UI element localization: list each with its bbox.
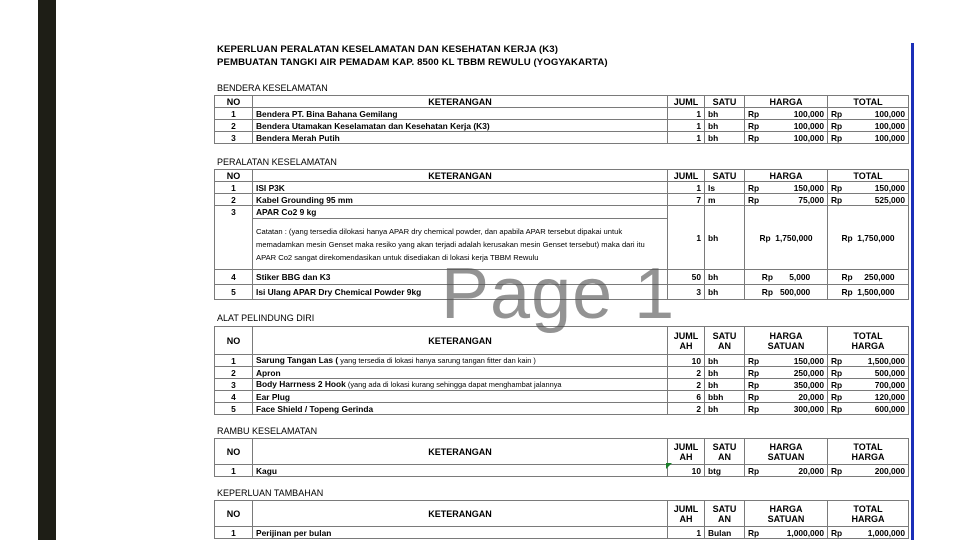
row-unit: bh	[705, 206, 745, 270]
section-heading-rambu: RAMBU KESELAMATAN	[217, 426, 318, 436]
row-price: Rp 1,000,000	[745, 527, 828, 539]
row-total: Rp 1,000,000	[828, 527, 909, 539]
row-unit: bh	[705, 379, 745, 391]
table-peralatan	[214, 169, 909, 300]
document-title-line2: PEMBUATAN TANGKI AIR PEMADAM KAP. 8500 KL TBBM REWULU (YOGYAKARTA)	[217, 57, 608, 68]
row-desc: Body Harrness 2 Hook (yang ada di lokasi kurang sehingga dapat menghambat jalannya	[253, 379, 668, 391]
row-total: Rp 200,000	[828, 465, 909, 477]
header-jml: JUML AH	[668, 327, 705, 355]
spreadsheet-page	[214, 43, 911, 540]
row-unit: bh	[705, 403, 745, 415]
row-unit: Bulan	[705, 527, 745, 539]
table-row	[215, 132, 909, 144]
row-qty: 3	[668, 285, 705, 300]
row-no: 2	[215, 120, 253, 132]
row-qty: 2	[668, 379, 705, 391]
row-qty: 1	[668, 206, 705, 270]
row-desc: Bendera Utamakan Keselamatan dan Kesehatan Kerja (K3)	[253, 120, 668, 132]
row-qty: 1	[668, 182, 705, 194]
slide-accent-bar	[38, 0, 56, 540]
row-price: Rp 20,000	[745, 465, 828, 477]
row-unit: btg	[705, 465, 745, 477]
row-price: Rp 350,000	[745, 379, 828, 391]
row-qty: 1	[668, 108, 705, 120]
row-unit: bh	[705, 355, 745, 367]
row-desc: APAR Co2 9 kg	[253, 206, 668, 219]
row-price: Rp 500,000	[745, 285, 828, 300]
row-qty: 2	[668, 367, 705, 379]
row-unit: bh	[705, 120, 745, 132]
row-desc: Apron	[253, 367, 668, 379]
row-desc: Isi Ulang APAR Dry Chemical Powder 9kg	[253, 285, 668, 300]
row-desc: Bendera Merah Putih	[253, 132, 668, 144]
section-heading-apd: ALAT PELINDUNG DIRI	[217, 313, 315, 323]
row-desc: ISI P3K	[253, 182, 668, 194]
row-no: 1	[215, 465, 253, 477]
header-no: NO	[215, 439, 253, 465]
row-price: Rp 1,750,000	[745, 206, 828, 270]
row-desc: Perijinan per bulan	[253, 527, 668, 539]
row-desc: Kabel Grounding 95 mm	[253, 194, 668, 206]
header-no: NO	[215, 327, 253, 355]
row-unit: m	[705, 194, 745, 206]
header-keterangan: KETERANGAN	[253, 96, 668, 108]
header-jml: JUML	[668, 96, 705, 108]
header-keterangan: KETERANGAN	[253, 170, 668, 182]
row-desc: Stiker BBG dan K3	[253, 270, 668, 285]
header-jml: JUML AH	[668, 501, 705, 527]
row-qty: 7	[668, 194, 705, 206]
header-keterangan: KETERANGAN	[253, 501, 668, 527]
row-no: 5	[215, 403, 253, 415]
row-note: yang tersedia di lokasi hanya sarung tangan fitter dan kain )	[338, 356, 536, 365]
row-price: Rp 100,000	[745, 132, 828, 144]
header-satu: SATU AN	[705, 327, 745, 355]
header-keterangan: KETERANGAN	[253, 327, 668, 355]
row-total: Rp 500,000	[828, 367, 909, 379]
header-no: NO	[215, 96, 253, 108]
header-total: TOTAL HARGA	[828, 439, 909, 465]
row-total: Rp 1,750,000	[828, 206, 909, 270]
header-total: TOTAL HARGA	[828, 501, 909, 527]
row-total: Rp 700,000	[828, 379, 909, 391]
header-satu: SATU	[705, 96, 745, 108]
section-heading-peralatan: PERALATAN KESELAMATAN	[217, 157, 337, 167]
row-price: Rp 20,000	[745, 391, 828, 403]
row-qty: 50	[668, 270, 705, 285]
row-unit: bh	[705, 108, 745, 120]
row-price: Rp 300,000	[745, 403, 828, 415]
header-harga: HARGA SATUAN	[745, 501, 828, 527]
header-total: TOTAL HARGA	[828, 327, 909, 355]
row-price: Rp 75,000	[745, 194, 828, 206]
row-qty: 10	[668, 465, 705, 477]
row-total: Rp 100,000	[828, 108, 909, 120]
header-satu: SATU AN	[705, 439, 745, 465]
row-price: Rp 150,000	[745, 182, 828, 194]
row-no: 3	[215, 379, 253, 391]
row-total: Rp 1,500,000	[828, 285, 909, 300]
row-desc: Bendera PT. Bina Bahana Gemilang	[253, 108, 668, 120]
row-no: 1	[215, 182, 253, 194]
row-qty: 1	[668, 132, 705, 144]
header-harga: HARGA	[745, 96, 828, 108]
row-unit: bh	[705, 367, 745, 379]
table-row	[215, 206, 909, 219]
row-no: 3	[215, 206, 253, 219]
section-heading-bendera: BENDERA KESELAMATAN	[217, 83, 328, 93]
row-total: Rp 600,000	[828, 403, 909, 415]
row-total: Rp 250,000	[828, 270, 909, 285]
row-desc: Ear Plug	[253, 391, 668, 403]
row-no: 1	[215, 355, 253, 367]
table-row	[215, 194, 909, 206]
row-note: (yang ada di lokasi kurang sehingga dapat menghambat jalannya	[345, 380, 562, 389]
row-unit: bh	[705, 132, 745, 144]
row-qty: 6	[668, 391, 705, 403]
row-price: Rp 100,000	[745, 108, 828, 120]
document-title-line1: KEPERLUAN PERALATAN KESELAMATAN DAN KESEHATAN KERJA (K3)	[217, 44, 559, 55]
row-no: 3	[215, 132, 253, 144]
table-row	[215, 355, 909, 367]
row-price: Rp 150,000	[745, 355, 828, 367]
row-total: Rp 100,000	[828, 132, 909, 144]
table-row	[215, 182, 909, 194]
row-no: 4	[215, 391, 253, 403]
row-price: Rp 100,000	[745, 120, 828, 132]
row-note	[253, 219, 668, 270]
table-row	[215, 391, 909, 403]
table-row	[215, 120, 909, 132]
table-row	[215, 527, 909, 539]
row-no: 4	[215, 270, 253, 285]
table-row	[215, 465, 909, 477]
header-jml: JUML AH	[668, 439, 705, 465]
row-unit: ls	[705, 182, 745, 194]
header-jml: JUML	[668, 170, 705, 182]
row-price: Rp 5,000	[745, 270, 828, 285]
table-rambu	[214, 438, 909, 477]
row-unit: bh	[705, 285, 745, 300]
catatan-text: Catatan : (yang tersedia dilokasi hanya APAR dry chemical powder, dan apabila APAR tersebut dipakai untuk memadamkan mesin Genset maka resiko yang akan terjadi adalah kerusakan mesin Genset tersebut) maka dari itu APAR Co2 sangat direkomendasikan untuk disediakan di lokasi kerja TBBM Rewulu	[256, 226, 645, 262]
header-harga: HARGA	[745, 170, 828, 182]
row-no: 5	[215, 285, 253, 300]
row-qty: 1	[668, 120, 705, 132]
table-tambahan	[214, 500, 909, 539]
row-qty: 10	[668, 355, 705, 367]
row-total: Rp 100,000	[828, 120, 909, 132]
header-total: TOTAL	[828, 170, 909, 182]
table-bendera	[214, 95, 909, 144]
table-row	[215, 285, 909, 300]
table-row	[215, 379, 909, 391]
table-row	[215, 270, 909, 285]
table-row	[215, 108, 909, 120]
row-desc: Face Shield / Topeng Gerinda	[253, 403, 668, 415]
header-satu: SATU	[705, 170, 745, 182]
page-watermark: Page 1	[441, 254, 676, 334]
row-no: 2	[215, 194, 253, 206]
row-no: 1	[215, 527, 253, 539]
row-no: 1	[215, 108, 253, 120]
row-price: Rp 250,000	[745, 367, 828, 379]
row-no: 2	[215, 367, 253, 379]
row-unit: bh	[705, 270, 745, 285]
row-no-empty	[215, 219, 253, 270]
header-total: TOTAL	[828, 96, 909, 108]
row-unit: bbh	[705, 391, 745, 403]
row-desc: Sarung Tangan Las ( yang tersedia di lokasi hanya sarung tangan fitter dan kain )	[253, 355, 668, 367]
table-row	[215, 367, 909, 379]
header-keterangan: KETERANGAN	[253, 439, 668, 465]
header-no: NO	[215, 501, 253, 527]
row-total: Rp 1,500,000	[828, 355, 909, 367]
row-qty: 2	[668, 403, 705, 415]
header-no: NO	[215, 170, 253, 182]
header-satu: SATU AN	[705, 501, 745, 527]
row-total: Rp 150,000	[828, 182, 909, 194]
table-apd	[214, 326, 909, 415]
row-desc: Kagu	[253, 465, 668, 477]
section-heading-tambahan: KEPERLUAN TAMBAHAN	[217, 488, 324, 498]
cell-comment-indicator	[666, 463, 672, 469]
row-total: Rp 120,000	[828, 391, 909, 403]
row-total: Rp 525,000	[828, 194, 909, 206]
header-harga: HARGA SATUAN	[745, 327, 828, 355]
table-row	[215, 403, 909, 415]
header-harga: HARGA SATUAN	[745, 439, 828, 465]
row-qty: 1	[668, 527, 705, 539]
